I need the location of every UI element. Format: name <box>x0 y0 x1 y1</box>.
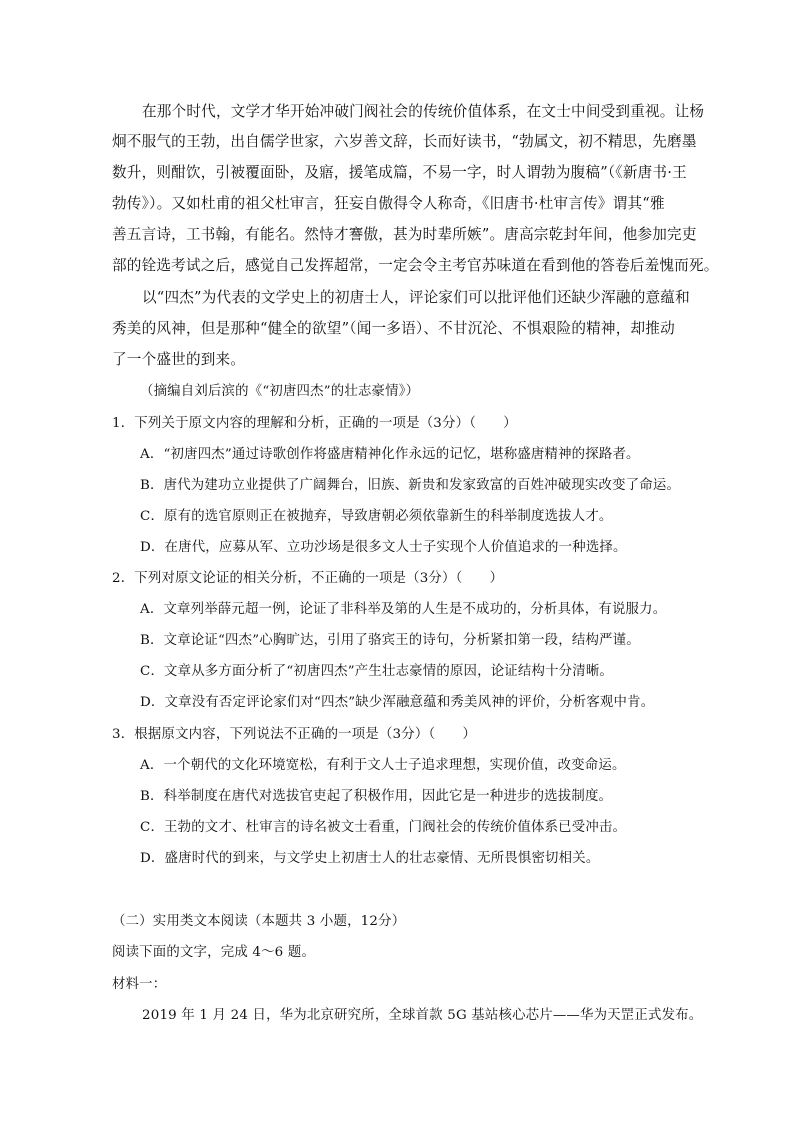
question-2-stem: 2．下列对原文论证的相关分析，不正确的一项是（3分）（ ） <box>112 571 504 586</box>
paragraph-1-line-1: 在那个时代，文学才华开始冲破门阀社会的传统价值体系，在文士中间受到重视。让杨 <box>142 103 705 120</box>
paragraph-2-line-2: 秀美的风神，但是那种“健全的欲望”（闻一多语）、不甘沉沦、不惧艰险的精神，却推动 <box>112 320 675 337</box>
paragraph-2-line-1: 以“四杰”为代表的文学史上的初唐士人，评论家们可以批评他们还缺少浑融的意蕴和 <box>142 289 690 306</box>
question-3-option-c: C．王勃的文才、杜审言的诗名被文士看重，门阀社会的传统价值体系已受冲击。 <box>140 820 627 835</box>
paragraph-1-line-5: 善五言诗，工书翰，有能名。然恃才謇傲，甚为时辈所嫉”。唐高宗乾封年间，他参加完吏 <box>112 226 697 243</box>
question-1-stem: 1．下列关于原文内容的理解和分析，正确的一项是（3分）（ ） <box>112 416 517 431</box>
question-1-option-d: D．在唐代，应募从军、立功沙场是很多文人士子实现个人价值追求的一种选择。 <box>140 540 627 555</box>
source-citation: （摘编自刘后滨的《“初唐四杰”的壮志豪情》） <box>140 384 420 399</box>
paragraph-1-line-2: 炯不服气的王勃，出自儒学世家，六岁善文辞，长而好读书，“勃属文，初不精思，先磨墨 <box>112 133 697 150</box>
question-2-option-a: A．文章列举薛元超一例，论证了非科举及第的人生是不成功的，分析具体，有说服力。 <box>140 602 667 617</box>
paragraph-1-line-3: 数升，则酣饮，引被覆面卧，及寤，援笔成篇，不易一字，时人谓勃为腹稿”（《新唐书·王 <box>112 164 687 181</box>
paragraph-1-line-6: 部的铨选考试之后，感觉自己发挥超常，一定会令主考官苏味道在看到他的答卷后羞愧而死。 <box>112 257 719 274</box>
question-2-option-c: C．文章从多方面分析了“初唐四杰”产生壮志豪情的原因，论证结构十分清晰。 <box>140 664 614 679</box>
question-1-option-c: C．原有的选官原则正在被抛弃，导致唐朝必须依靠新生的科举制度选拔人才。 <box>140 509 613 524</box>
material-label: 材料一： <box>112 977 167 992</box>
question-1-option-b: B．唐代为建功立业提供了广阔舞台，旧族、新贵和发家致富的百姓冲破现实改变了命运。 <box>140 478 681 493</box>
question-3-option-b: B．科举制度在唐代对选拔官吏起了积极作用，因此它是一种进步的选拔制度。 <box>140 789 613 804</box>
section-instruction: 阅读下面的文字，完成 4～6 题。 <box>112 945 316 960</box>
question-1-option-a: A．“初唐四杰”通过诗歌创作将盛唐精神化作永远的记忆，堪称盛唐精神的探路者。 <box>140 447 640 462</box>
question-2-option-d: D．文章没有否定评论家们对“四杰”缺少浑融意蕴和秀美风神的评价，分析客观中肯。 <box>140 695 655 710</box>
material-paragraph: 2019 年 1 月 24 日，华为北京研究所，全球首款 5G 基站核心芯片——华为天罡正式发布。 <box>142 1008 703 1023</box>
question-3-option-a: A．一个朝代的文化环境宽松，有利于文人士子追求理想，实现价值，改变命运。 <box>140 758 626 773</box>
question-2-option-b: B．文章论证“四杰”心胸旷达，引用了骆宾王的诗句，分析紧扣第一段，结构严谨。 <box>140 633 640 648</box>
paragraph-1-line-4: 勃传》）。又如杜甫的祖父杜审言，狂妄自傲得令人称奇，《旧唐书·杜审言传》谓其“雅 <box>112 195 665 212</box>
section-heading: （二）实用类文本阅读（本题共 3 小题，12分） <box>112 914 406 929</box>
paragraph-2-line-3: 了一个盛世的到来。 <box>112 351 246 368</box>
question-3-option-d: D．盛唐时代的到来，与文学史上初唐士人的壮志豪情、无所畏惧密切相关。 <box>140 851 600 866</box>
question-3-stem: 3．根据原文内容，下列说法不正确的一项是（3分）（ ） <box>112 727 477 742</box>
